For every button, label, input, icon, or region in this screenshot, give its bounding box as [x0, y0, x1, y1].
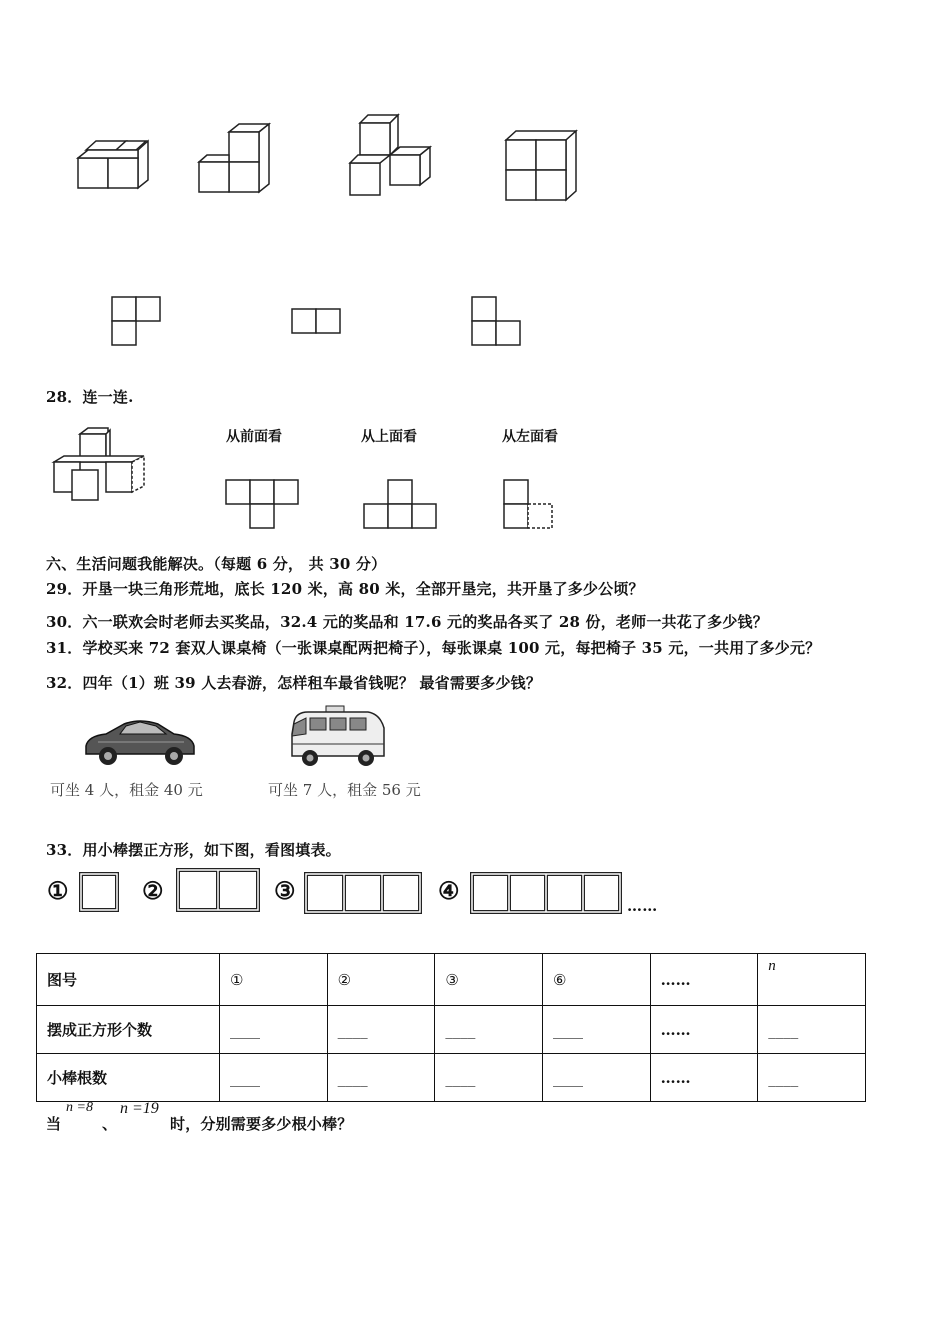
table-blank[interactable]: ____ [542, 1006, 650, 1054]
view-label-front: 从前面看 [226, 429, 282, 445]
question-33-title: 33．用小棒摆正方形，如下图，看图填表。 [46, 841, 341, 859]
table-header-cell: ③ [435, 954, 543, 1006]
table-header-cell: ① [220, 954, 328, 1006]
table-blank[interactable]: ____ [435, 1054, 543, 1102]
stick-square-figure-2 [174, 866, 264, 916]
cube-figure-3 [348, 113, 438, 197]
formula-n-19: n =19 [120, 1100, 159, 1117]
table-blank[interactable]: ____ [220, 1006, 328, 1054]
van-image [288, 704, 388, 770]
table-blank[interactable]: ____ [327, 1054, 435, 1102]
cube-figure-2 [197, 122, 277, 194]
stick-square-figure-4 [468, 870, 626, 916]
van-caption: 可坐 7 人，租金 56 元 [268, 781, 421, 799]
cube-figure-4 [504, 128, 584, 204]
view-label-left: 从左面看 [502, 429, 558, 445]
view-shape-3 [471, 296, 523, 348]
table-header-cell: ② [327, 954, 435, 1006]
fill-in-table [36, 953, 866, 1102]
table-blank[interactable]: ____ [435, 1006, 543, 1054]
figure-ellipsis: …… [627, 897, 658, 915]
stick-square-figure-1 [77, 870, 123, 916]
question-28-title: 28．连一连. [46, 388, 134, 406]
section-6-title: 六、生活问题我能解决。（每题 6 分， 共 30 分） [46, 555, 387, 573]
table-header-cell: ⑥ [542, 954, 650, 1006]
table-blank[interactable]: ____ [542, 1054, 650, 1102]
cube-figure-1 [76, 138, 156, 194]
view-shape-1 [111, 296, 163, 348]
table-header-cell: n [758, 954, 866, 1006]
table-header-row [37, 954, 866, 1006]
final-question-suffix: 时，分别需要多少根小棒？ [170, 1115, 353, 1133]
figure-marker-4: ④ [438, 876, 460, 905]
question-30: 30．六一联欢会时老师去买奖品，32.4 元的奖品和 17.6 元的奖品各买了 28 份，老师一共花了多少钱？ [46, 613, 768, 631]
stick-square-figure-3 [302, 870, 426, 916]
table-header-cell: 图号 [37, 954, 220, 1006]
table-blank[interactable]: ____ [758, 1006, 866, 1054]
table-cell-ellipsis: …… [650, 1006, 758, 1054]
final-question-separator: 、 [102, 1115, 118, 1133]
final-question-prefix: 当 [46, 1115, 62, 1133]
table-cell-ellipsis: …… [650, 1054, 758, 1102]
cube-figure-q28 [52, 426, 152, 502]
figure-marker-3: ③ [274, 876, 296, 905]
question-29: 29．开垦一块三角形荒地，底长 120 米，高 80 米，全部开垦完，共开垦了多少公顷？ [46, 580, 644, 598]
car-image [80, 712, 200, 768]
table-row [37, 1006, 866, 1054]
formula-n-8: n =8 [66, 1100, 93, 1115]
table-blank[interactable]: ____ [327, 1006, 435, 1054]
top-view-shape [362, 478, 440, 530]
car-caption: 可坐 4 人，租金 40 元 [50, 781, 203, 799]
figure-marker-1: ① [47, 876, 69, 905]
question-31: 31．学校买来 72 套双人课桌椅（一张课桌配两把椅子），每张课桌 100 元，每把椅子 35 元，一共用了多少元？ [46, 639, 821, 657]
table-row-label: 摆成正方形个数 [37, 1006, 220, 1054]
question-32-title: 32．四年（1）班 39 人去春游，怎样租车最省钱呢？ 最省需要多少钱？ [46, 674, 542, 692]
front-view-shape [224, 478, 302, 530]
view-label-top: 从上面看 [361, 429, 417, 445]
table-header-cell: …… [650, 954, 758, 1006]
view-shape-2 [291, 308, 343, 336]
table-blank[interactable]: ____ [220, 1054, 328, 1102]
figure-marker-2: ② [142, 876, 164, 905]
table-blank[interactable]: ____ [758, 1054, 866, 1102]
table-row [37, 1054, 866, 1102]
table-row-label: 小棒根数 [37, 1054, 220, 1102]
left-view-shape [502, 478, 558, 530]
